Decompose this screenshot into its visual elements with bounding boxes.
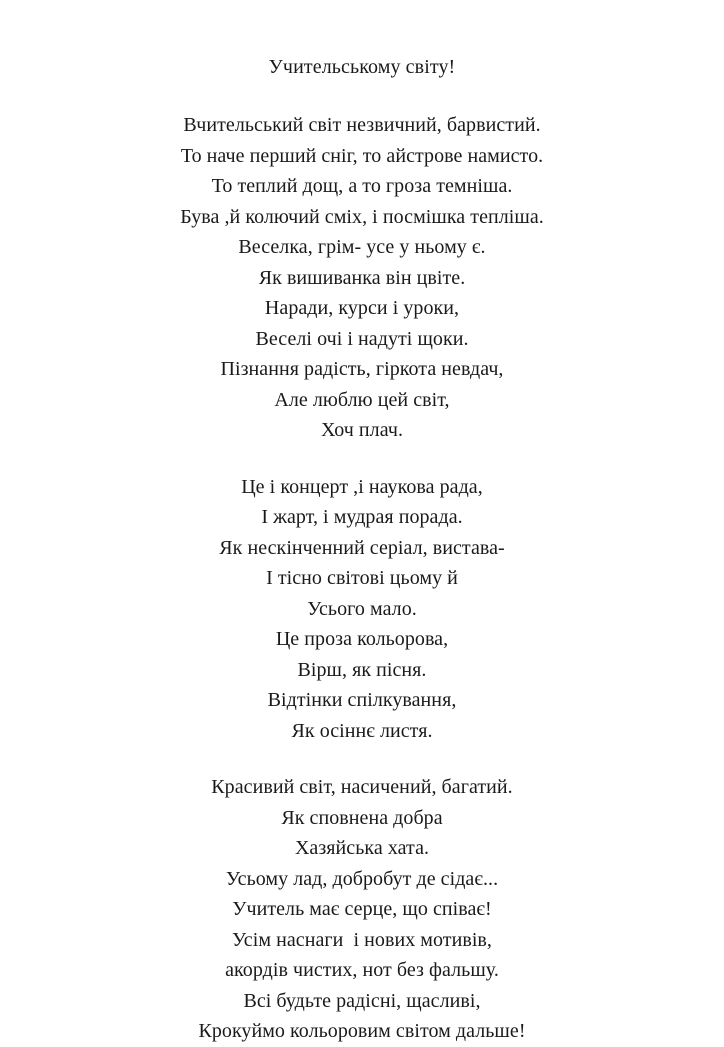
poem-stanza	[40, 772, 684, 1047]
poem-line: Всі будьте радісні, щасливі,	[243, 989, 481, 1012]
poem-line: Як осіннє листя.	[291, 719, 433, 742]
poem-line: Хоч плач.	[321, 419, 403, 441]
poem-line: То наче перший сніг, то айстрове намисто.	[180, 144, 544, 167]
poem-line: Відтінки спілкування,	[267, 689, 457, 711]
poem-stanza	[40, 110, 684, 446]
poem-line: Учитель має серце, що співає!	[232, 898, 492, 920]
poem-line: Наради, курси і уроки,	[264, 297, 460, 319]
poem-line: Вчительський світ незвичний, барвистий.	[183, 114, 541, 136]
poem-line: Але люблю цей світ,	[274, 388, 450, 411]
poem-line: І жарт, і мудрая порада.	[261, 506, 463, 528]
poem-line: Веселка, грім- усе у ньому є.	[238, 236, 486, 258]
poem-line: Усім наснаги і нових мотивів,	[232, 928, 492, 951]
poem-line: Усього мало.	[307, 597, 417, 620]
poem-line: Це і концерт ,і наукова рада,	[241, 475, 483, 498]
poem-line: Як вишиванка він цвіте.	[258, 266, 466, 289]
poem-line: Красивий світ, насичений, багатий.	[211, 776, 513, 798]
poem-line: Це проза кольорова,	[275, 628, 449, 650]
poem-line: Усьому лад, добробут де сідає...	[225, 867, 499, 890]
poem-line: Крокуймо кольоровим світом дальше!	[198, 1020, 526, 1042]
poem-line: Вірш, як пісня.	[297, 658, 427, 681]
poem-stanza	[40, 472, 684, 747]
poem-line: Як нескінченний серіал, вистава-	[219, 536, 505, 559]
poem-line: І тісно світові цьому й	[266, 567, 458, 589]
poem-line: Як сповнена добра	[281, 806, 443, 829]
poem-line: То теплий дощ, а то гроза темніша.	[211, 175, 513, 197]
page-title: Учительському світу!	[268, 56, 456, 78]
poem-line: Пізнання радість, гіркота невдач,	[220, 358, 504, 380]
poem-line: Хазяйська хата.	[294, 837, 430, 859]
poem-line: акордів чистих, нот без фальшу.	[225, 959, 499, 981]
poem-line: Бува ,й колючий сміх, і посмішка тепліша.	[180, 205, 544, 228]
poem-line: Веселі очі і надуті щоки.	[255, 327, 469, 350]
